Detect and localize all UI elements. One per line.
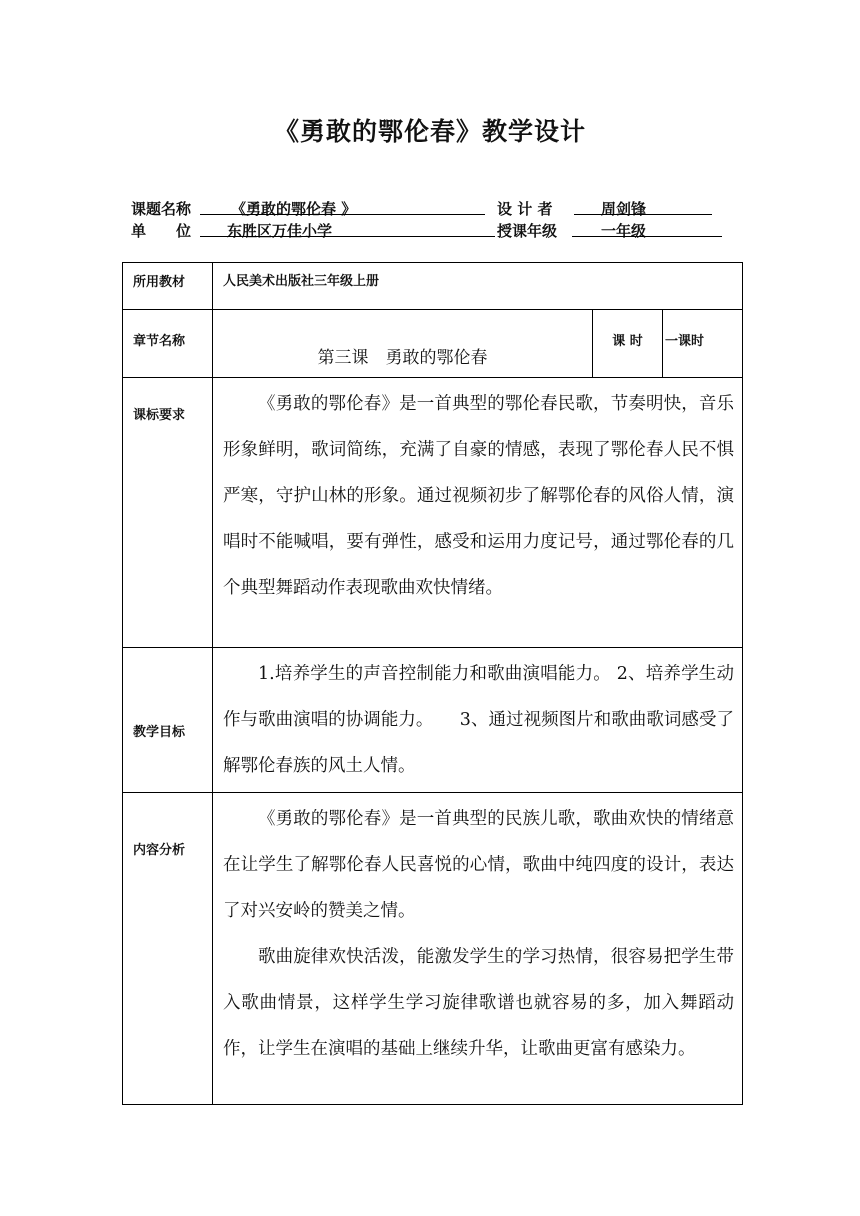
row-chapter [123, 310, 743, 378]
document-title: 《勇敢的鄂伦春》教学设计 [273, 117, 586, 146]
standard-text [213, 378, 743, 648]
unit-value: 东胜区万佳小学 [227, 222, 333, 240]
lesson-plan-table [122, 262, 743, 1105]
chapter-value: 第三课 勇敢的鄂伦春 [213, 310, 593, 378]
row-textbook [123, 263, 743, 310]
topic-value: 《勇敢的鄂伦春 》 [231, 200, 357, 218]
textbook-value: 人民美术出版社三年级上册 [213, 263, 743, 310]
analysis-label: 内容分析 [123, 793, 213, 1105]
designer-label: 设 计 者 [497, 200, 553, 218]
designer-value: 周剑锋 [601, 200, 647, 218]
unit-underline [200, 236, 495, 237]
goals-paragraph: 1.培养学生的声音控制能力和歌曲演唱能力。 2、培养学生动作与歌曲演唱的协调能力。 3、通过视频图片和歌曲歌词感受了解鄂伦春族的风土人情。 [223, 664, 734, 776]
goals-text [213, 648, 743, 793]
designer-underline [574, 214, 712, 215]
chapter-label: 章节名称 [123, 310, 213, 378]
grade-underline [572, 236, 722, 237]
grade-label: 授课年级 [497, 222, 558, 240]
analysis-paragraph-1: 《勇敢的鄂伦春》是一首典型的民族儿歌，歌曲欢快的情绪意在让学生了解鄂伦春人民喜悦的心情，歌曲中纯四度的设计，表达了对兴安岭的赞美之情。 [223, 809, 734, 921]
unit-label: 单 位 [131, 222, 192, 240]
standard-paragraph: 《勇敢的鄂伦春》是一首典型的鄂伦春民歌，节奏明快，音乐形象鲜明，歌词简练，充满了自豪的情感，表现了鄂伦春人民不惧严寒，守护山林的形象。通过视频初步了解鄂伦春的风俗人情，演唱时不能喊唱，要有弹性，感受和运用力度记号，通过鄂伦春的几个典型舞蹈动作表现歌曲欢快情绪。 [223, 394, 734, 598]
grade-value: 一年级 [601, 222, 647, 240]
textbook-label: 所用教材 [123, 263, 213, 310]
hours-label: 课 时 [593, 310, 663, 378]
analysis-text [213, 793, 743, 1105]
standard-label: 课标要求 [123, 378, 213, 648]
goals-label: 教学目标 [123, 648, 213, 793]
topic-underline [200, 214, 485, 215]
hours-value: 一课时 [663, 310, 743, 378]
topic-label: 课题名称 [131, 200, 192, 218]
row-goals [123, 648, 743, 793]
row-standard [123, 378, 743, 648]
analysis-paragraph-2: 歌曲旋律欢快活泼，能激发学生的学习热情，很容易把学生带入歌曲情景，这样学生学习旋律歌谱也就容易的多，加入舞蹈动作，让学生在演唱的基础上继续升华，让歌曲更富有感染力。 [223, 947, 734, 1059]
row-analysis [123, 793, 743, 1105]
